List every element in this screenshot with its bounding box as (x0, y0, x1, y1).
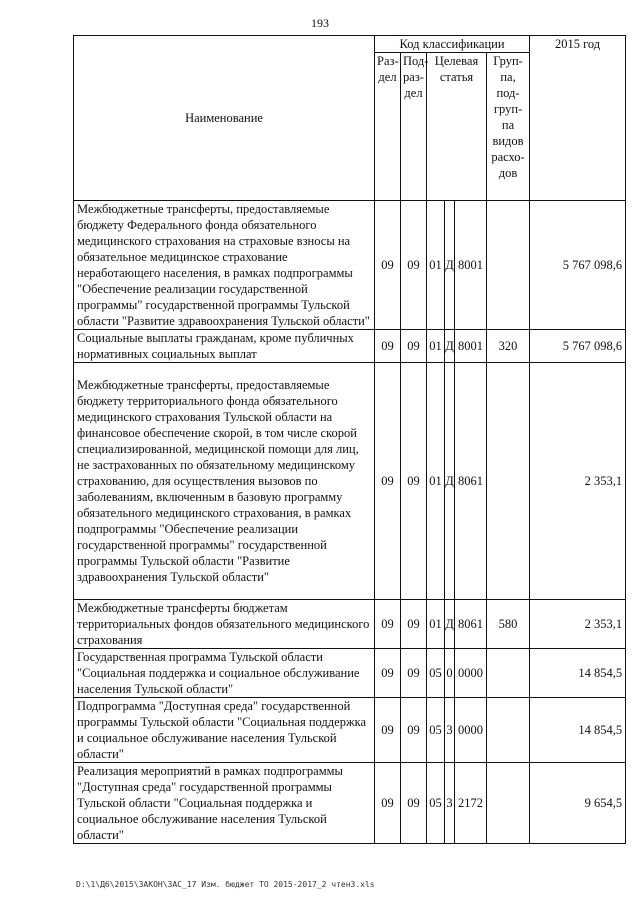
row-razdel: 09 (375, 763, 401, 844)
row-name: Реализация мероприятий в рамках подпрограммы "Доступная среда" государственной программы Тульской области "Социальная поддержка и социальное обслуживание населения Тульской области" (74, 763, 375, 844)
row-target-subprogram: 0 (445, 649, 455, 698)
row-group (487, 201, 530, 330)
row-group: 580 (487, 600, 530, 649)
row-target-code: 0000 (455, 698, 487, 763)
table-row (74, 363, 626, 600)
row-target-program: 05 (427, 763, 445, 844)
row-amount: 2 353,1 (530, 363, 626, 600)
row-target-program: 01 (427, 363, 445, 600)
row-podrazdel: 09 (401, 649, 427, 698)
row-razdel: 09 (375, 698, 401, 763)
row-target-subprogram: Д (445, 363, 455, 600)
row-podrazdel: 09 (401, 330, 427, 363)
table-row (74, 600, 626, 649)
row-razdel: 09 (375, 600, 401, 649)
row-target-code: 0000 (455, 649, 487, 698)
row-target-program: 05 (427, 698, 445, 763)
row-amount: 5 767 098,6 (530, 330, 626, 363)
header-group: Груп-па, под-груп-па видов расхо-дов (487, 53, 530, 201)
table-row (74, 330, 626, 363)
row-group (487, 363, 530, 600)
row-target-program: 01 (427, 600, 445, 649)
row-target-code: 8001 (455, 330, 487, 363)
row-amount: 2 353,1 (530, 600, 626, 649)
row-target-code: 8061 (455, 600, 487, 649)
row-name: Межбюджетные трансферты, предоставляемые бюджету территориального фонда обязательного медицинского страхования Тульской области на финансовое обеспечение скорой, в том числе скорой специализированной, медицинской помощи для лиц, не застрахованных по обязательному медицинскому страхованию, для осуществления вызовов по заболеваниям, включенным в базовую программу обязательного медицинского страхования, в рамках подпрограммы "Обеспечение реализации государственной программы" государственной программы Тульской области "Развитие здравоохранения Тульской области" (74, 363, 375, 600)
row-target-program: 05 (427, 649, 445, 698)
table-row (74, 698, 626, 763)
header-classification: Код классификации (375, 36, 530, 53)
row-target-code: 8061 (455, 363, 487, 600)
row-target-code: 2172 (455, 763, 487, 844)
row-podrazdel: 09 (401, 363, 427, 600)
row-target-subprogram: Д (445, 330, 455, 363)
table-row (74, 201, 626, 330)
row-name: Межбюджетные трансферты бюджетам территориальных фондов обязательного медицинского страхования (74, 600, 375, 649)
table-row (74, 763, 626, 844)
row-razdel: 09 (375, 201, 401, 330)
row-amount: 14 854,5 (530, 649, 626, 698)
row-podrazdel: 09 (401, 600, 427, 649)
row-name: Социальные выплаты гражданам, кроме публичных нормативных социальных выплат (74, 330, 375, 363)
row-group (487, 698, 530, 763)
row-target-program: 01 (427, 330, 445, 363)
table-row (74, 649, 626, 698)
row-razdel: 09 (375, 363, 401, 600)
row-podrazdel: 09 (401, 698, 427, 763)
row-razdel: 09 (375, 330, 401, 363)
row-target-subprogram: 3 (445, 763, 455, 844)
row-target-subprogram: Д (445, 600, 455, 649)
page-number: 193 (311, 16, 329, 30)
row-amount: 14 854,5 (530, 698, 626, 763)
footer-file-path: D:\1\Д6\2015\ЗАКОН\ЗАС_17 Изм. бюджет ТО 2015-2017_2 чтен3.xls (76, 880, 375, 889)
row-name: Государственная программа Тульской области "Социальная поддержка и социальное обслуживание населения Тульской области" (74, 649, 375, 698)
row-name: Подпрограмма "Доступная среда" государственной программы Тульской области "Социальная поддержка и социальное обслуживание населения Тульской области" (74, 698, 375, 763)
header-name: Наименование (74, 36, 375, 201)
header-section: Раз-дел (375, 53, 401, 201)
budget-table (73, 35, 626, 844)
row-target-subprogram: 3 (445, 698, 455, 763)
header-target: Целевая статья (427, 53, 487, 201)
row-group (487, 763, 530, 844)
row-podrazdel: 09 (401, 763, 427, 844)
row-name: Межбюджетные трансферты, предоставляемые бюджету Федерального фонда обязательного медицинского страхования на страховые взносы на обязательное медицинское страхование неработающего населения, в рамках подпрограммы "Обеспечение реализации государственной программы" государственной программы Тульской области "Развитие здравоохранения Тульской области" (74, 201, 375, 330)
row-group: 320 (487, 330, 530, 363)
row-target-program: 01 (427, 201, 445, 330)
row-target-code: 8001 (455, 201, 487, 330)
row-razdel: 09 (375, 649, 401, 698)
row-amount: 5 767 098,6 (530, 201, 626, 330)
row-podrazdel: 09 (401, 201, 427, 330)
header-subsection: Под-раз-дел (401, 53, 427, 201)
row-amount: 9 654,5 (530, 763, 626, 844)
row-group (487, 649, 530, 698)
header-year: 2015 год (530, 36, 626, 201)
row-target-subprogram: Д (445, 201, 455, 330)
